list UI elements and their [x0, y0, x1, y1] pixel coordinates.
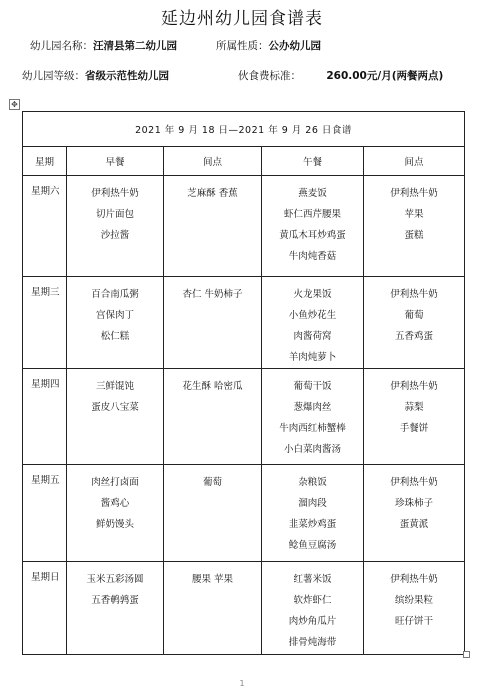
breakfast-cell	[67, 369, 164, 465]
breakfast-item: 沙拉酱	[100, 230, 130, 241]
afternoon-snack-item: 伊利热牛奶	[390, 574, 438, 585]
afternoon-snack-cell	[364, 277, 465, 369]
fee-line	[238, 68, 443, 83]
breakfast-item: 切片面包	[95, 209, 134, 220]
morning-snack-cell	[164, 277, 262, 369]
nature-label: 所属性质：	[216, 40, 269, 52]
afternoon-snack-item: 伊利热牛奶	[390, 188, 438, 199]
lunch-item: 火龙果饭	[293, 289, 332, 300]
afternoon-snack-item: 蛋黄派	[399, 519, 429, 530]
table-row	[23, 562, 465, 655]
header-lunch: 午餐	[262, 147, 364, 176]
day-cell: 星期日	[23, 562, 67, 655]
lunch-item: 燕麦饭	[298, 188, 327, 199]
morning-snack-cell	[164, 562, 262, 655]
header-row	[23, 147, 465, 176]
grade-value: 省级示范性幼儿园	[85, 70, 169, 82]
breakfast-item: 酱鸡心	[100, 498, 130, 509]
kindergarten-name-line	[30, 38, 177, 53]
breakfast-item: 肉丝打卤面	[91, 477, 139, 488]
table-row	[23, 369, 465, 465]
nature-value: 公办幼儿园	[268, 40, 321, 52]
day-cell: 星期四	[23, 369, 67, 465]
afternoon-snack-item: 伊利热牛奶	[390, 289, 438, 300]
afternoon-snack-cell	[364, 562, 465, 655]
breakfast-item: 鲜奶馒头	[95, 519, 134, 530]
afternoon-snack-cell	[364, 369, 465, 465]
breakfast-item: 伊利热牛奶	[91, 188, 139, 199]
breakfast-cell	[67, 277, 164, 369]
breakfast-item: 松仁糕	[100, 331, 130, 342]
breakfast-cell	[67, 176, 164, 277]
breakfast-item: 蛋皮八宝菜	[91, 402, 139, 413]
menu-body	[23, 176, 465, 655]
table-row	[23, 277, 465, 369]
afternoon-snack-item: 蒜梨	[404, 402, 424, 413]
lunch-item: 虾仁西芹腰果	[283, 209, 341, 220]
lunch-item: 小白菜肉酱汤	[283, 444, 341, 455]
breakfast-cell	[67, 562, 164, 655]
date-range: 2021 年 9 月 18 日—2021 年 9 月 26 日食谱	[23, 112, 465, 147]
breakfast-item: 玉米五彩汤圆	[86, 574, 144, 585]
lunch-item: 小鱼炒花生	[288, 310, 337, 321]
afternoon-snack-cell	[364, 465, 465, 562]
lunch-item: 羊肉炖萝卜	[288, 352, 337, 363]
morning-snack-item: 腰果 苹果	[191, 574, 234, 585]
page-title: 延边州幼儿园食谱表	[161, 9, 323, 29]
morning-snack-cell	[164, 176, 262, 277]
lunch-item: 溜肉段	[298, 498, 327, 509]
afternoon-snack-item: 旺仔饼干	[395, 616, 434, 627]
afternoon-snack-item: 五香鸡蛋	[395, 331, 434, 342]
table-row	[23, 176, 465, 277]
header-day: 星期	[23, 147, 67, 176]
breakfast-item: 百合南瓜粥	[91, 289, 139, 300]
lunch-item: 鲶鱼豆腐汤	[288, 540, 337, 551]
afternoon-snack-item: 苹果	[404, 209, 424, 220]
morning-snack-item: 葡萄	[202, 477, 222, 488]
afternoon-snack-item: 珍珠柿子	[395, 498, 434, 509]
lunch-item: 葱爆肉丝	[293, 402, 332, 413]
grade-line	[22, 68, 169, 83]
afternoon-snack-item: 蛋糕	[404, 230, 424, 241]
day-cell: 星期五	[23, 465, 67, 562]
lunch-item: 葡萄干饭	[293, 381, 332, 392]
lunch-cell	[262, 369, 364, 465]
lunch-item: 软炸虾仁	[293, 595, 332, 606]
lunch-item: 牛肉炖香菇	[288, 251, 337, 262]
lunch-item: 肉炒角瓜片	[288, 616, 337, 627]
kindergarten-name-value: 汪清县第二幼儿园	[93, 40, 177, 52]
lunch-item: 肉酱荷窝	[293, 331, 332, 342]
lunch-item: 牛肉西红柿蟹棒	[279, 423, 346, 434]
morning-snack-cell	[164, 465, 262, 562]
header-morning-snack: 间点	[164, 147, 262, 176]
breakfast-item: 三鲜馄饨	[95, 381, 134, 392]
fee-value: 260.00元/月(两餐两点)	[326, 70, 444, 82]
morning-snack-item: 芝麻酥 香蕉	[187, 188, 238, 199]
day-cell: 星期六	[23, 176, 67, 277]
lunch-cell	[262, 465, 364, 562]
page-number: 1	[239, 679, 245, 688]
header-breakfast: 早餐	[67, 147, 164, 176]
breakfast-item: 五香鹌鹑蛋	[91, 595, 139, 606]
menu-table	[22, 111, 465, 655]
afternoon-snack-item: 伊利热牛奶	[390, 477, 438, 488]
lunch-cell	[262, 277, 364, 369]
afternoon-snack-item: 伊利热牛奶	[390, 381, 438, 392]
fee-label: 伙食费标准：	[238, 70, 301, 82]
date-range-row	[23, 112, 465, 147]
lunch-item: 红薯米饭	[293, 574, 332, 585]
grade-label: 幼儿园等级：	[22, 70, 85, 82]
lunch-cell	[262, 176, 364, 277]
morning-snack-item: 杏仁 牛奶柿子	[182, 289, 243, 300]
lunch-item: 排骨炖海带	[288, 637, 337, 648]
breakfast-cell	[67, 465, 164, 562]
afternoon-snack-item: 缤纷果粒	[395, 595, 434, 606]
nature-line	[216, 38, 321, 53]
morning-snack-item: 花生酥 哈密瓜	[182, 381, 243, 392]
day-cell: 星期三	[23, 277, 67, 369]
afternoon-snack-item: 手餐饼	[399, 423, 429, 434]
lunch-item: 黄瓜木耳炒鸡蛋	[279, 230, 346, 241]
lunch-cell	[262, 562, 364, 655]
table-move-handle-icon[interactable]: ✥	[9, 99, 20, 110]
afternoon-snack-item: 葡萄	[404, 310, 424, 321]
table-resize-handle-icon[interactable]	[463, 651, 470, 658]
lunch-item: 韭菜炒鸡蛋	[288, 519, 337, 530]
breakfast-item: 宫保肉丁	[95, 310, 134, 321]
table-row	[23, 465, 465, 562]
kindergarten-name-label: 幼儿园名称：	[30, 40, 93, 52]
morning-snack-cell	[164, 369, 262, 465]
afternoon-snack-cell	[364, 176, 465, 277]
lunch-item: 杂粮饭	[298, 477, 327, 488]
header-afternoon-snack: 间点	[364, 147, 465, 176]
